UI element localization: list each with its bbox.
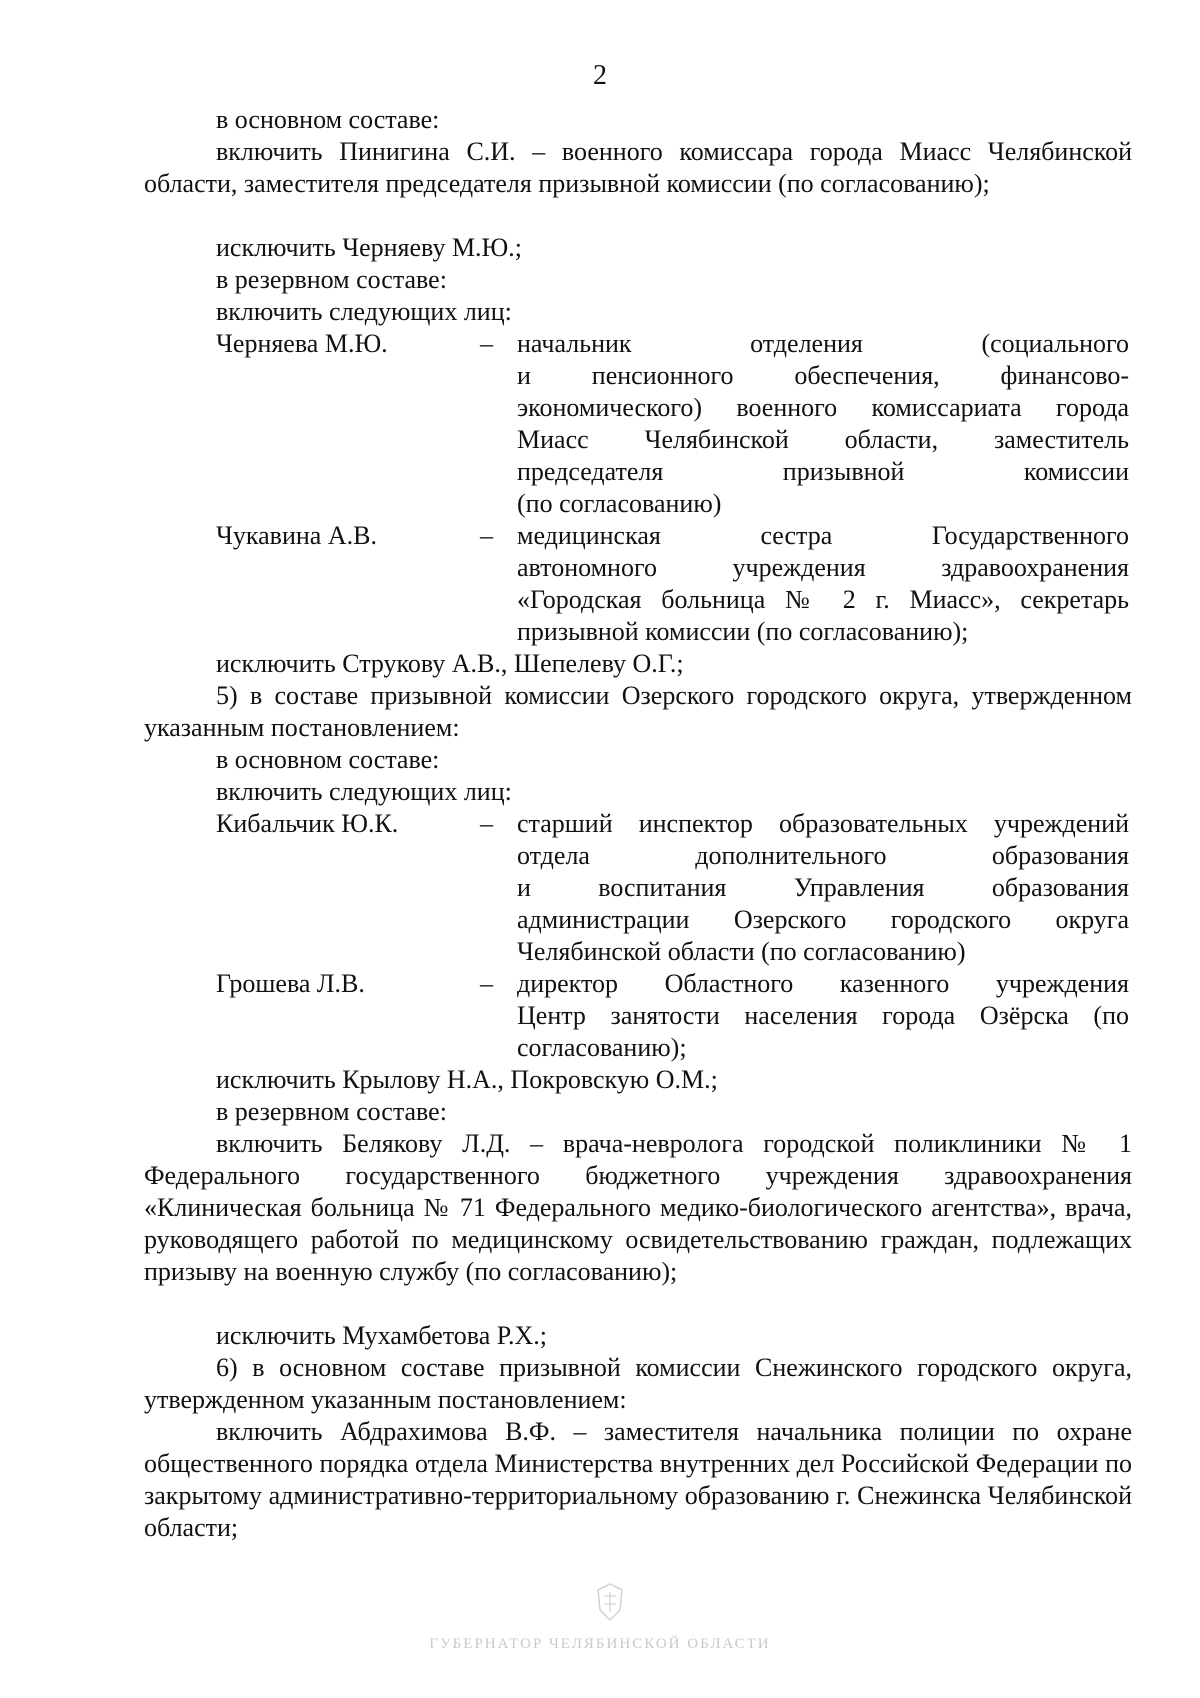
exclude-mukhambetov-line: исключить Мухамбетова Р.Х.; <box>216 1321 547 1350</box>
entry-description-kibalchik <box>517 808 1129 968</box>
entry-line: Челябинской области (по согласованию) <box>517 937 966 966</box>
main-composition-heading: в основном составе: <box>216 105 440 134</box>
entry-line: администрации Озерского городского округа <box>517 905 1129 934</box>
entry-name-kibalchik: Кибальчик Ю.К. <box>216 809 399 838</box>
entry-dash: – <box>480 329 493 358</box>
include-abdrakhimov-paragraph: включить Абдрахимова В.Ф. – заместителя начальника полиции по охране общественного порядка отдела Министерства внутренних дел Российской Федерации по закрытому административно-территориальному образованию г. Снежинска Челябинской области; <box>144 1417 1132 1542</box>
entry-line: Центр занятости населения города Озёрска (по <box>517 1001 1129 1030</box>
item-6-paragraph: 6) в основном составе призывной комиссии Снежинского городского округа, утвержденном указанным постановлением: <box>144 1353 1132 1414</box>
entry-dash: – <box>480 809 493 838</box>
entry-line: согласованию); <box>517 1033 687 1062</box>
entry-line: председателя призывной комиссии <box>517 457 1129 486</box>
entry-description-chukavina <box>517 520 1129 648</box>
include-following-heading-2: включить следующих лиц: <box>216 777 512 806</box>
entry-line: «Городская больница № 2 г. Миасс», секретарь <box>517 585 1129 614</box>
entry-line: отдела дополнительного образования <box>517 841 1129 870</box>
entry-dash: – <box>480 969 493 998</box>
reserve-composition-heading-2: в резервном составе: <box>216 1097 447 1126</box>
entry-name-grosheva: Грошева Л.В. <box>216 969 365 998</box>
exclude-krylova-line: исключить Крылову Н.А., Покровскую О.М.; <box>216 1065 718 1094</box>
exclude-chernyaeva-line: исключить Черняеву М.Ю.; <box>216 233 523 262</box>
entry-line: старший инспектор образовательных учреждений <box>517 809 1129 838</box>
entry-line: начальник отделения (социального <box>517 329 1129 358</box>
include-pinigin-paragraph: включить Пинигина С.И. – военного комиссара города Миасс Челябинской области, заместителя председателя призывной комиссии (по согласованию); <box>144 137 1132 198</box>
entry-line: автономного учреждения здравоохранения <box>517 553 1129 582</box>
entry-line: и пенсионного обеспечения, финансово- <box>517 361 1129 390</box>
entry-line: призывной комиссии (по согласованию); <box>517 617 969 646</box>
entry-description-grosheva <box>517 968 1129 1064</box>
include-following-heading: включить следующих лиц: <box>216 297 512 326</box>
entry-line: (по согласованию) <box>517 489 722 518</box>
entry-line: и воспитания Управления образования <box>517 873 1129 902</box>
watermark-text: ГУБЕРНАТОР ЧЕЛЯБИНСКОЙ ОБЛАСТИ <box>429 1636 771 1652</box>
main-composition-heading-2: в основном составе: <box>216 745 440 774</box>
include-belyakova-paragraph: включить Белякову Л.Д. – врача-невролога городской поликлиники № 1 Федерального государственного бюджетного учреждения здравоохранения «Клиническая больница № 71 Федерального медико-биологического агентства», врача, руководящего работой по медицинскому освидетельствованию граждан, подлежащих призыву на военную службу (по согласованию); <box>144 1129 1132 1286</box>
reserve-composition-heading: в резервном составе: <box>216 265 447 294</box>
entry-name-chukavina: Чукавина А.В. <box>216 521 377 550</box>
entry-line: Миасс Челябинской области, заместитель <box>517 425 1129 454</box>
entry-description-chernyaeva <box>517 328 1129 520</box>
seal-emblem-icon <box>590 1580 630 1624</box>
entry-line: медицинская сестра Государственного <box>517 521 1129 550</box>
entry-dash: – <box>480 521 493 550</box>
entry-line: экономического) военного комиссариата города <box>517 393 1129 422</box>
entry-line: директор Областного казенного учреждения <box>517 969 1129 998</box>
item-5-paragraph: 5) в составе призывной комиссии Озерского городского округа, утвержденном указанным постановлением: <box>144 681 1132 742</box>
page-number: 2 <box>593 60 607 91</box>
entry-name-chernyaeva: Черняева М.Ю. <box>216 329 388 358</box>
exclude-strukova-line: исключить Струкову А.В., Шепелеву О.Г.; <box>216 649 684 678</box>
